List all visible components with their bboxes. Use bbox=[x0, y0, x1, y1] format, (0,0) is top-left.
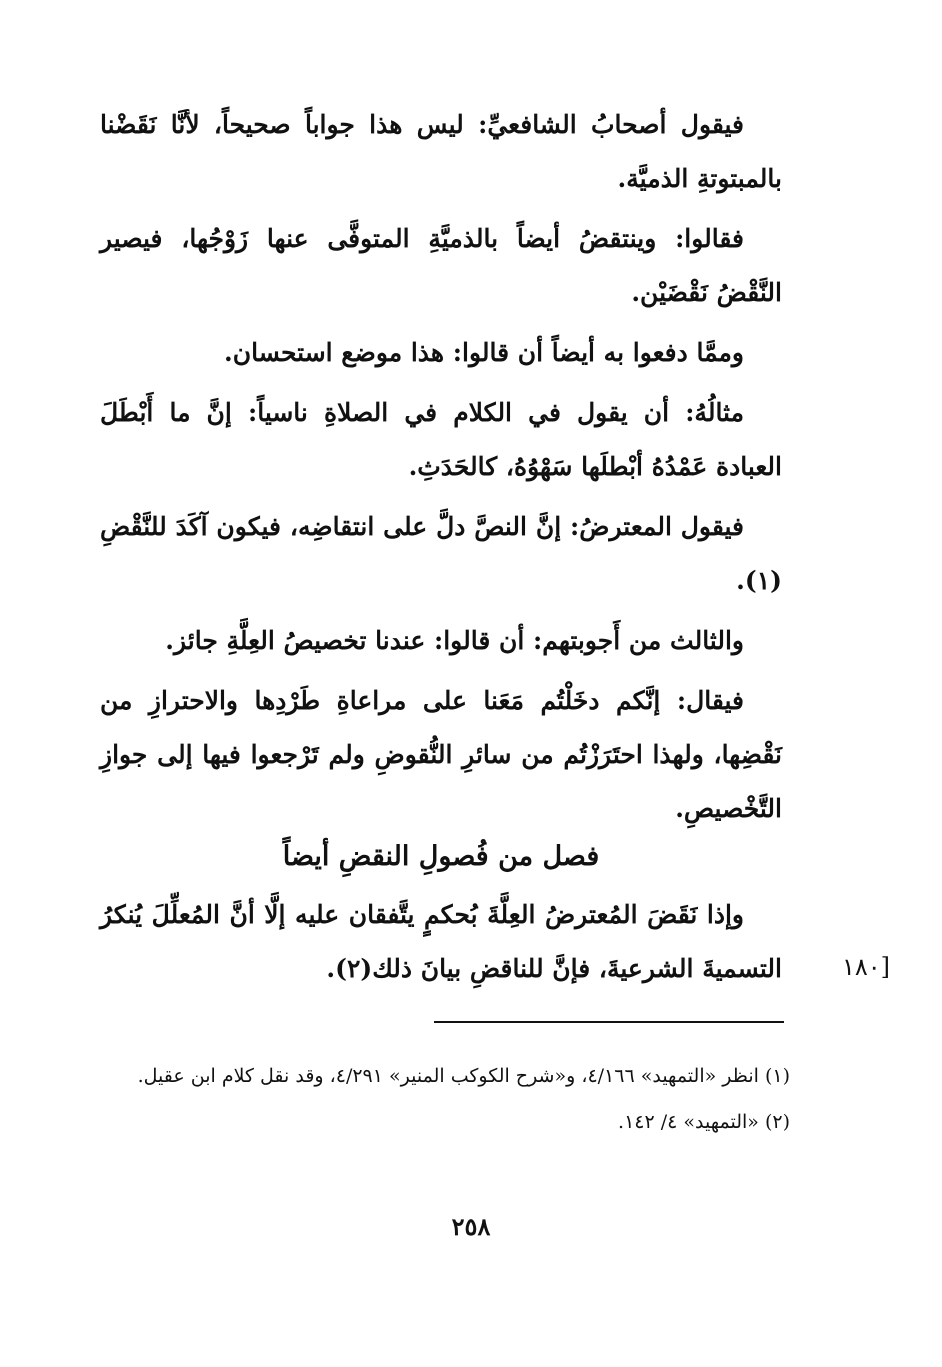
main-text-upper bbox=[100, 98, 782, 836]
paragraph: مثالُهُ: أن يقول في الكلام في الصلاةِ ناسياً: إنَّ ما أَبْطَلَ العبادة عَمْدُهُ أبْطلَها سَهْوُهُ، كالحَدَثِ. bbox=[100, 398, 782, 481]
section-heading: فصل من فُصولِ النقضِ أيضاً bbox=[282, 841, 600, 872]
main-text-lower bbox=[100, 888, 782, 996]
paragraph: فيقال: إنَّكم دخَلْتُم مَعَنا على مراعاةِ طَرْدِها والاحترازِ من نَقْضِها، ولهذا احتَرَزْتُم من سائرِ النُّقوضِ ولم تَرْجعوا فيها إلى جوازِ التَّخْصيصِ. bbox=[100, 686, 782, 823]
paragraph: والثالث من أَجوبتهم: أن قالوا: عندنا تخصيصُ العِلَّةِ جائز. bbox=[165, 626, 744, 655]
paragraph: وممَّا دفعوا به أيضاً أن قالوا: هذا موضع استحسان. bbox=[224, 338, 744, 367]
footnotes bbox=[100, 1058, 790, 1150]
paragraph: وإذا نَقَضَ المُعترضُ العِلَّةَ بُحكمٍ يتَّفقان عليه إلَّا أنَّ المُعلِّلَ يُنكرُ التسميةَ الشرعيةَ، فإنَّ للناقضِ بيانَ ذلك(٢). bbox=[100, 900, 782, 983]
paragraph: فيقول المعترضُ: إنَّ النصَّ دلَّ على انتقاضِه، فيكون آكَدَ للنَّقْضِ (١). bbox=[100, 512, 782, 595]
footnote-separator bbox=[434, 1021, 784, 1023]
footnote: (١) انظر «التمهيد» ٤/١٦٦، و«شرح الكوكب المنير» ٤/٢٩١، وقد نقل كلام ابن عقيل. bbox=[137, 1065, 790, 1087]
footnote: (٢) «التمهيد» ٤/ ١٤٢. bbox=[618, 1111, 790, 1133]
paragraph: فقالوا: وينتقضُ أيضاً بالذميَّةِ المتوفَّى عنها زَوْجُها، فيصير النَّقْضُ نَقْضَيْن. bbox=[100, 224, 782, 307]
paragraph: فيقول أصحابُ الشافعيِّ: ليس هذا جواباً صحيحاً، لأنَّا نَقَضْنا بالمبتوتةِ الذميَّة. bbox=[100, 110, 782, 193]
page-number: ٢٥٨ bbox=[451, 1212, 491, 1241]
margin-reference: [١٨٠ bbox=[841, 953, 891, 981]
